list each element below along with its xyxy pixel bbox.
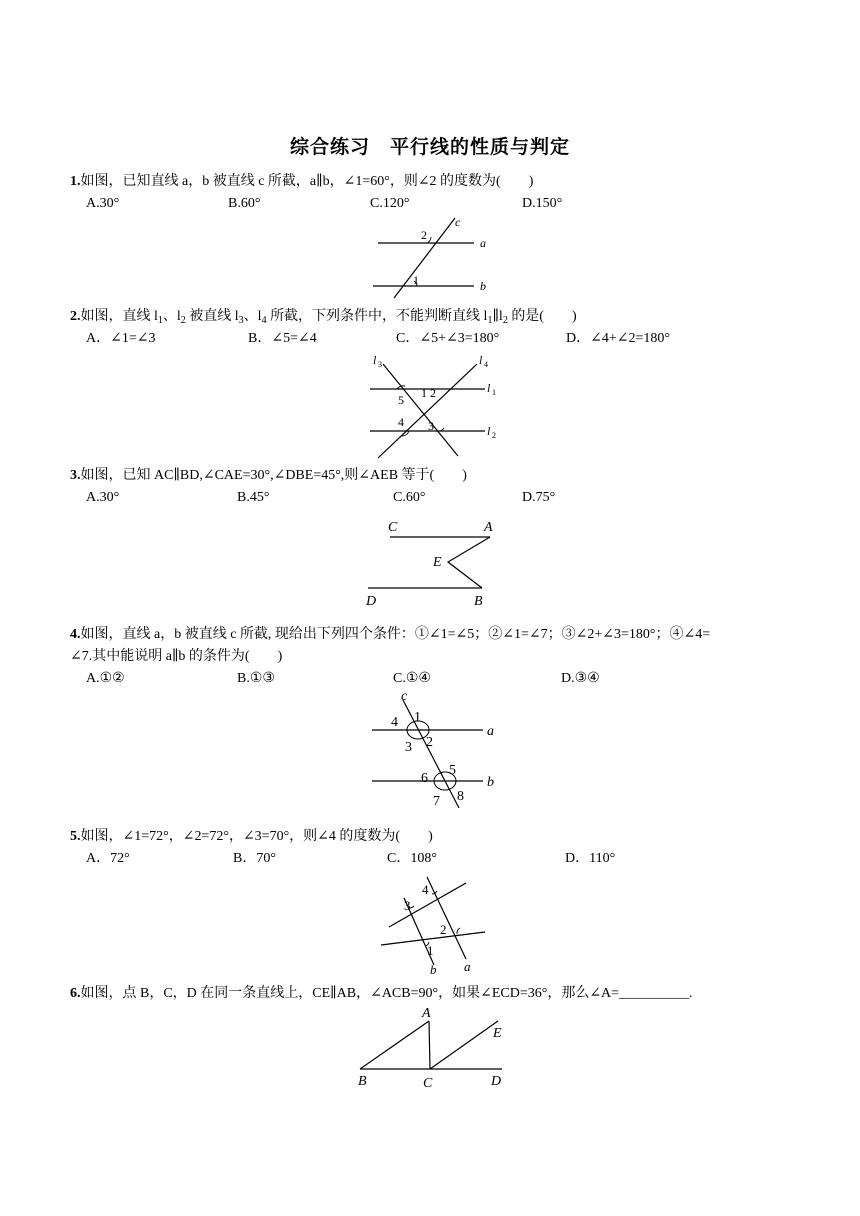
option-b[interactable]: B．∠5=∠4 (248, 331, 317, 346)
option-c[interactable]: C.①④ (393, 671, 431, 686)
angle-label-1: 1 (413, 273, 419, 287)
point-label-b: B (358, 1074, 367, 1089)
option-b[interactable]: B.①③ (237, 671, 275, 686)
question-number: 6. (70, 986, 81, 1001)
option-d[interactable]: D．∠4+∠2=180° (566, 331, 670, 346)
line-label-c: c (401, 690, 408, 704)
question-4-line-1 (70, 624, 710, 646)
question-stem: 如图，已知直线 a，b 被直线 c 所截，a∥b，∠1=60°，则∠2 的度数为( ) (80, 174, 534, 189)
angle-label-8: 8 (457, 789, 464, 804)
question-stem: 如图，直线 a，b 被直线 c 所截, 现给出下列四个条件：①∠1=∠5；②∠1=∠7；③∠2+∠3=180°；④∠4= (80, 627, 711, 642)
option-a[interactable]: A.①② (86, 671, 125, 686)
figure-question-2 (365, 350, 505, 460)
line-label-b: b (480, 279, 486, 293)
svg-text:l: l (373, 353, 377, 367)
line-label-l1: 1 (492, 388, 496, 397)
angle-label-6: 6 (421, 771, 428, 786)
segment-ac (429, 1021, 430, 1069)
angle-label-2: 2 (426, 735, 433, 750)
figure-question-5 (372, 870, 502, 978)
figure-question-4 (365, 690, 505, 812)
question-number: 2. (70, 309, 81, 324)
path-aeb (448, 537, 490, 588)
angle-label-2: 2 (421, 228, 427, 242)
point-label-d: D (366, 594, 377, 609)
option-c[interactable]: C．∠5+∠3=180° (396, 331, 500, 346)
page-title: 综合练习 平行线的性质与判定 (289, 136, 570, 158)
option-d[interactable]: D.75° (522, 490, 556, 505)
question-number: 4. (70, 627, 81, 642)
option-d[interactable]: D.150° (522, 196, 563, 211)
question-number: 3. (70, 468, 81, 483)
point-label-a: A (422, 1006, 431, 1021)
line-label-a: a (464, 959, 471, 974)
question-5 (70, 826, 433, 848)
option-a[interactable]: A．72° (86, 851, 130, 866)
figure-question-3 (360, 515, 510, 610)
point-label-d: D (491, 1074, 502, 1089)
svg-text:l: l (487, 424, 491, 438)
question-number: 1. (70, 174, 81, 189)
question-1 (70, 171, 533, 193)
question-stem: 如图，已知 AC∥BD,∠CAE=30°,∠DBE=45°,则∠AEB 等于( ) (80, 468, 467, 483)
angle-label-3: 3 (428, 419, 434, 433)
ray-ce (430, 1021, 498, 1069)
angle-label-5: 5 (398, 393, 404, 407)
option-c[interactable]: C．108° (387, 851, 437, 866)
option-d[interactable]: D.③④ (561, 671, 600, 686)
angle-label-5: 5 (449, 763, 456, 778)
line-label-c: c (455, 215, 461, 229)
question-4-line-2: ∠7.其中能说明 a∥b 的条件为( ) (70, 649, 283, 664)
point-label-e: E (433, 555, 442, 570)
segment-ba (360, 1021, 429, 1069)
angle-label-3: 3 (405, 740, 412, 755)
point-label-e: E (493, 1026, 502, 1041)
option-d[interactable]: D．110° (565, 851, 616, 866)
point-label-c: C (388, 520, 398, 535)
point-label-c: C (423, 1076, 433, 1091)
angle-label-4: 4 (422, 882, 429, 897)
line-label-l4: 4 (484, 360, 488, 369)
angle-label-7: 7 (433, 794, 440, 809)
angle-label-2: 2 (440, 922, 447, 937)
question-2: 2.如图，直线 $l_1$、$l_2$ 被直线 $l_3$、$l_4$ 所截，下列条件中，不能判断直线 $l_1\parallel l_2$ 的是( ) (70, 309, 577, 326)
question-stem: 如图，∠1=72°，∠2=72°，∠3=70°，则∠4 的度数为( ) (80, 829, 433, 844)
question-3 (70, 465, 467, 487)
line-label-l3: 3 (378, 360, 382, 369)
angle-label-1: 1 (414, 710, 421, 725)
angle-label-1: 1 (427, 943, 434, 958)
line-label-b: b (430, 962, 437, 977)
question-6 (70, 983, 693, 1005)
option-c[interactable]: C.60° (393, 490, 426, 505)
line-label-l2: 2 (492, 431, 496, 440)
angle-label-2: 2 (430, 386, 436, 400)
question-stem: 如图，点 B，C，D 在同一条直线上，CE∥AB，∠ACB=90°，如果∠ECD=36°，那么∠A=__________. (80, 986, 693, 1001)
svg-text:l: l (479, 353, 483, 367)
angle-label-1: 1 (421, 386, 427, 400)
option-a[interactable]: A．∠1=∠3 (86, 331, 156, 346)
option-a[interactable]: A.30° (86, 490, 120, 505)
angle-label-3: 3 (404, 898, 411, 913)
option-b[interactable]: B.45° (237, 490, 270, 505)
svg-text:l: l (487, 381, 491, 395)
option-a[interactable]: A.30° (86, 196, 120, 211)
line-label-b: b (487, 775, 494, 790)
question-number: 5. (70, 829, 81, 844)
line-label-a: a (487, 724, 494, 739)
point-label-b: B (474, 594, 483, 609)
option-b[interactable]: B.60° (228, 196, 261, 211)
option-c[interactable]: C.120° (370, 196, 410, 211)
line-label-a: a (480, 236, 486, 250)
point-label-a: A (484, 520, 493, 535)
line-l4 (378, 364, 477, 458)
angle-label-4: 4 (391, 715, 398, 730)
figure-question-1 (370, 215, 500, 300)
angle-label-4: 4 (398, 415, 404, 429)
figure-question-6 (350, 1003, 520, 1095)
option-b[interactable]: B．70° (233, 851, 276, 866)
